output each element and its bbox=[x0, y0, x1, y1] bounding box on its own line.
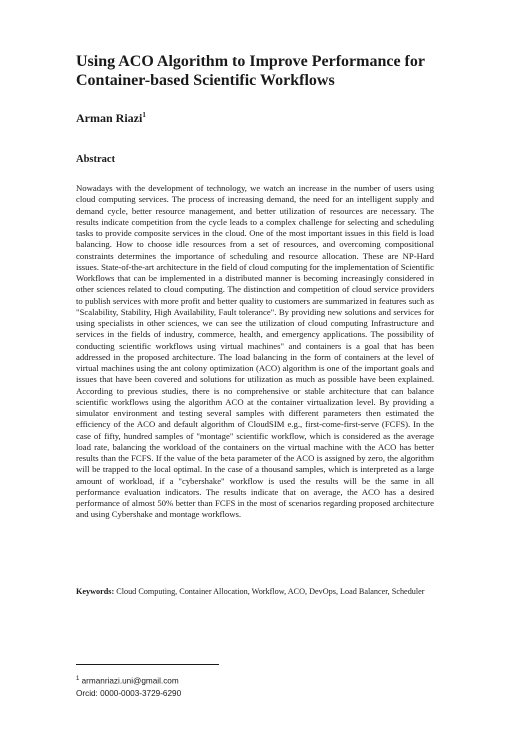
author-name: Arman Riazi bbox=[76, 111, 143, 125]
footnote bbox=[76, 673, 181, 700]
footnote-orcid: Orcid: 0000-0003-3729-6290 bbox=[76, 688, 182, 698]
footnote-mark: 1 bbox=[76, 676, 80, 682]
author-footnote-mark: 1 bbox=[142, 111, 146, 119]
abstract-heading: Abstract bbox=[76, 154, 116, 165]
footnote-email-line bbox=[76, 673, 181, 688]
footnote-divider bbox=[76, 664, 219, 665]
keywords-list: Cloud Computing, Container Allocation, Workflow, ACO, DevOps, Load Balancer, Scheduler bbox=[116, 587, 425, 596]
abstract-body: Nowadays with the development of technology, we watch an increase in the number of users using cloud computing services. The process of increasing demand, the need for an intelligent supply and demand cycle, better resource management, and better utilization of resources are necessary. The results indicate competition from the cycle leads to a complex challenge for selecting and scheduling tasks to provide composite services in the cloud. One of the most important issues in this field is load balancing. How to choose idle resources from a set of resources, and overcoming compositional constraints determines the importance of scheduling and resource allocation. These are NP-Hard issues. State-of-the-art architecture in the field of cloud computing for the implementation of Scientific Workflows that can be implemented in a distributed manner is becoming increasingly considered in other sciences related to cloud computing. The distinction and competition of cloud service providers to publish services with more profit and better quality to customers are summarized in features such as "Scalability, Stability, High Availability, Fault tolerance". By providing new solutions and services for using specialists in other sciences, we can see the utilization of cloud computing Infrastructure and services in the fields of industry, commerce, health, and emergency applications. The possibility of conducting scientific workflows using virtual machines" and containers is a goal that has been addressed in the proposed architecture. The load balancing in the form of containers at the level of virtual machines using the ant colony optimization (ACO) algorithm is one of the important goals and issues that have been covered and solutions for utilization as much as possible have been explained. According to previous studies, there is no comprehensive or stable architecture that can balance scientific workflows using the algorithm ACO at the container virtualization level. By providing a simulator environment and testing several samples with different parameters then estimated the efficiency of the ACO and default algorithm of CloudSIM e.g., first-come-first-serve (FCFS). In the case of fifty, hundred samples of "montage" scientific workflow, which is considered as the average load rate, balancing the workload of the containers on the virtual machine with the ACO has better results than the FCFS. If the value of the beta parameter of the ACO is assigned by zero, the algorithm will be trapped to the local optimal. In the case of a thousand samples, which is interpreted as a large amount of workload, if a "cybershake" workflow is used the results will be the same in all performance evaluation indicators. The results indicate that on average, the ACO has a desired performance of almost 50% better than FCFS in the most of scenarios regarding proposed architecture and using Cybershake and montage workflows. bbox=[76, 183, 435, 520]
author-line bbox=[76, 111, 146, 126]
paper-title: Using ACO Algorithm to Improve Performance for Container-based Scientific Workflows bbox=[76, 53, 425, 89]
keywords-label: Keywords: bbox=[76, 587, 115, 596]
footnote-email: armanriazi.uni@gmail.com bbox=[81, 676, 179, 686]
keywords-line bbox=[76, 586, 434, 597]
